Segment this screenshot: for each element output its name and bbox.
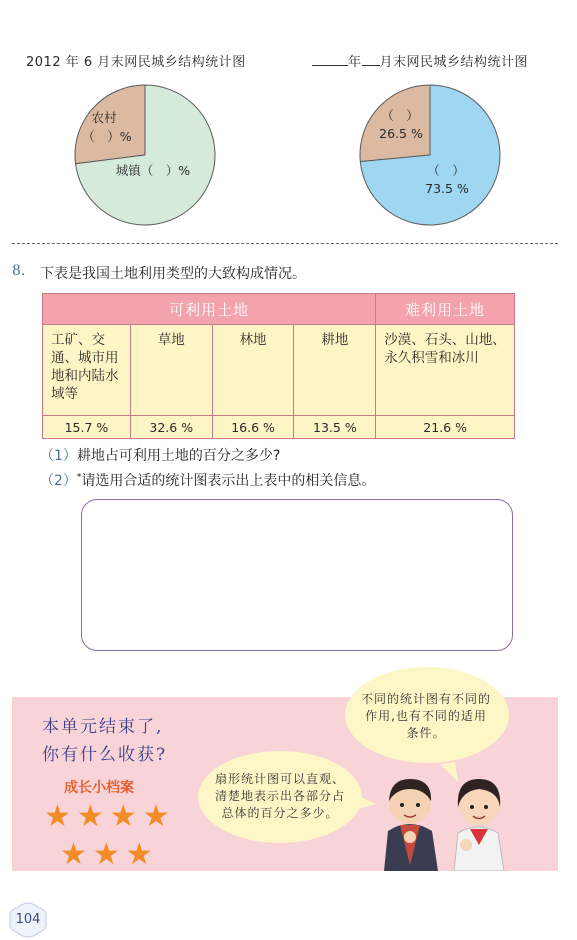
pie-chart-left xyxy=(70,80,220,230)
children-illustration xyxy=(370,765,520,871)
sub-question-1 xyxy=(40,445,280,465)
bubble-left-text: 扇形统计图可以直观、清楚地表示出各部分占总体的百分之多少。 xyxy=(214,772,345,820)
land-use-table xyxy=(42,293,515,439)
sub-question-2-number: （2） xyxy=(40,473,77,489)
value-cell: 16.6 % xyxy=(212,416,294,439)
stars-row-2: ★★★ xyxy=(60,837,159,872)
boy-figure xyxy=(384,779,438,871)
pie-right-small-value: 26.5 % xyxy=(379,126,423,141)
summary-line-2: 你有什么收获? xyxy=(42,745,168,765)
header-usable-land: 可利用土地 xyxy=(43,294,376,325)
category-cell: 草地 xyxy=(130,325,212,416)
year-suffix: 年 xyxy=(348,55,362,70)
value-cell: 32.6 % xyxy=(130,416,212,439)
question-number: 8. xyxy=(12,263,26,279)
pie-right-title xyxy=(312,51,528,70)
bubble-top-text: 不同的统计图有不同的作用,也有不同的适用条件。 xyxy=(361,692,492,740)
pie-left-rural-value: （ ）% xyxy=(82,129,132,144)
growth-record-title: 成长小档案 xyxy=(64,780,134,796)
value-cell: 13.5 % xyxy=(294,416,376,439)
pie-chart-right xyxy=(355,80,505,230)
page-number: 104 xyxy=(15,912,41,927)
month-blank[interactable] xyxy=(362,53,380,66)
pie-right-large-name: （ ） xyxy=(427,163,465,178)
pie-right-large-value: 73.5 % xyxy=(425,181,469,196)
section-divider xyxy=(12,243,558,244)
sub-question-1-text: 耕地占可利用土地的百分之多少? xyxy=(76,448,281,464)
pie-right-small-name: （ ） xyxy=(381,108,419,123)
summary-line-1: 本单元结束了, xyxy=(42,717,164,737)
stars-row-1: ★★★★ xyxy=(44,799,176,834)
answer-box[interactable] xyxy=(81,499,513,651)
category-cell: 耕地 xyxy=(294,325,376,416)
optional-mark: * xyxy=(76,472,82,483)
girl-figure xyxy=(454,779,504,871)
sub-question-2 xyxy=(40,470,375,490)
year-blank[interactable] xyxy=(312,53,348,66)
pie-left-rural-label: 农村 xyxy=(91,110,117,125)
pie-left-title: 2012 年 6 月末网民城乡结构统计图 xyxy=(26,55,246,70)
sub-question-1-number: （1） xyxy=(40,448,77,464)
category-cell: 林地 xyxy=(212,325,294,416)
pie-left-urban-label: 城镇（ ）% xyxy=(115,163,191,178)
question-text: 下表是我国土地利用类型的大致构成情况。 xyxy=(40,266,306,282)
category-cell: 沙漠、石头、山地、永久积雪和冰川 xyxy=(376,325,515,416)
category-cell: 工矿、交通、城市用地和内陆水域等 xyxy=(43,325,131,416)
title-rest: 月末网民城乡结构统计图 xyxy=(379,55,529,70)
sub-question-2-text: 请选用合适的统计图表示出上表中的相关信息。 xyxy=(81,473,376,489)
header-hard-land: 难利用土地 xyxy=(376,294,515,325)
value-cell: 21.6 % xyxy=(376,416,515,439)
value-cell: 15.7 % xyxy=(43,416,131,439)
